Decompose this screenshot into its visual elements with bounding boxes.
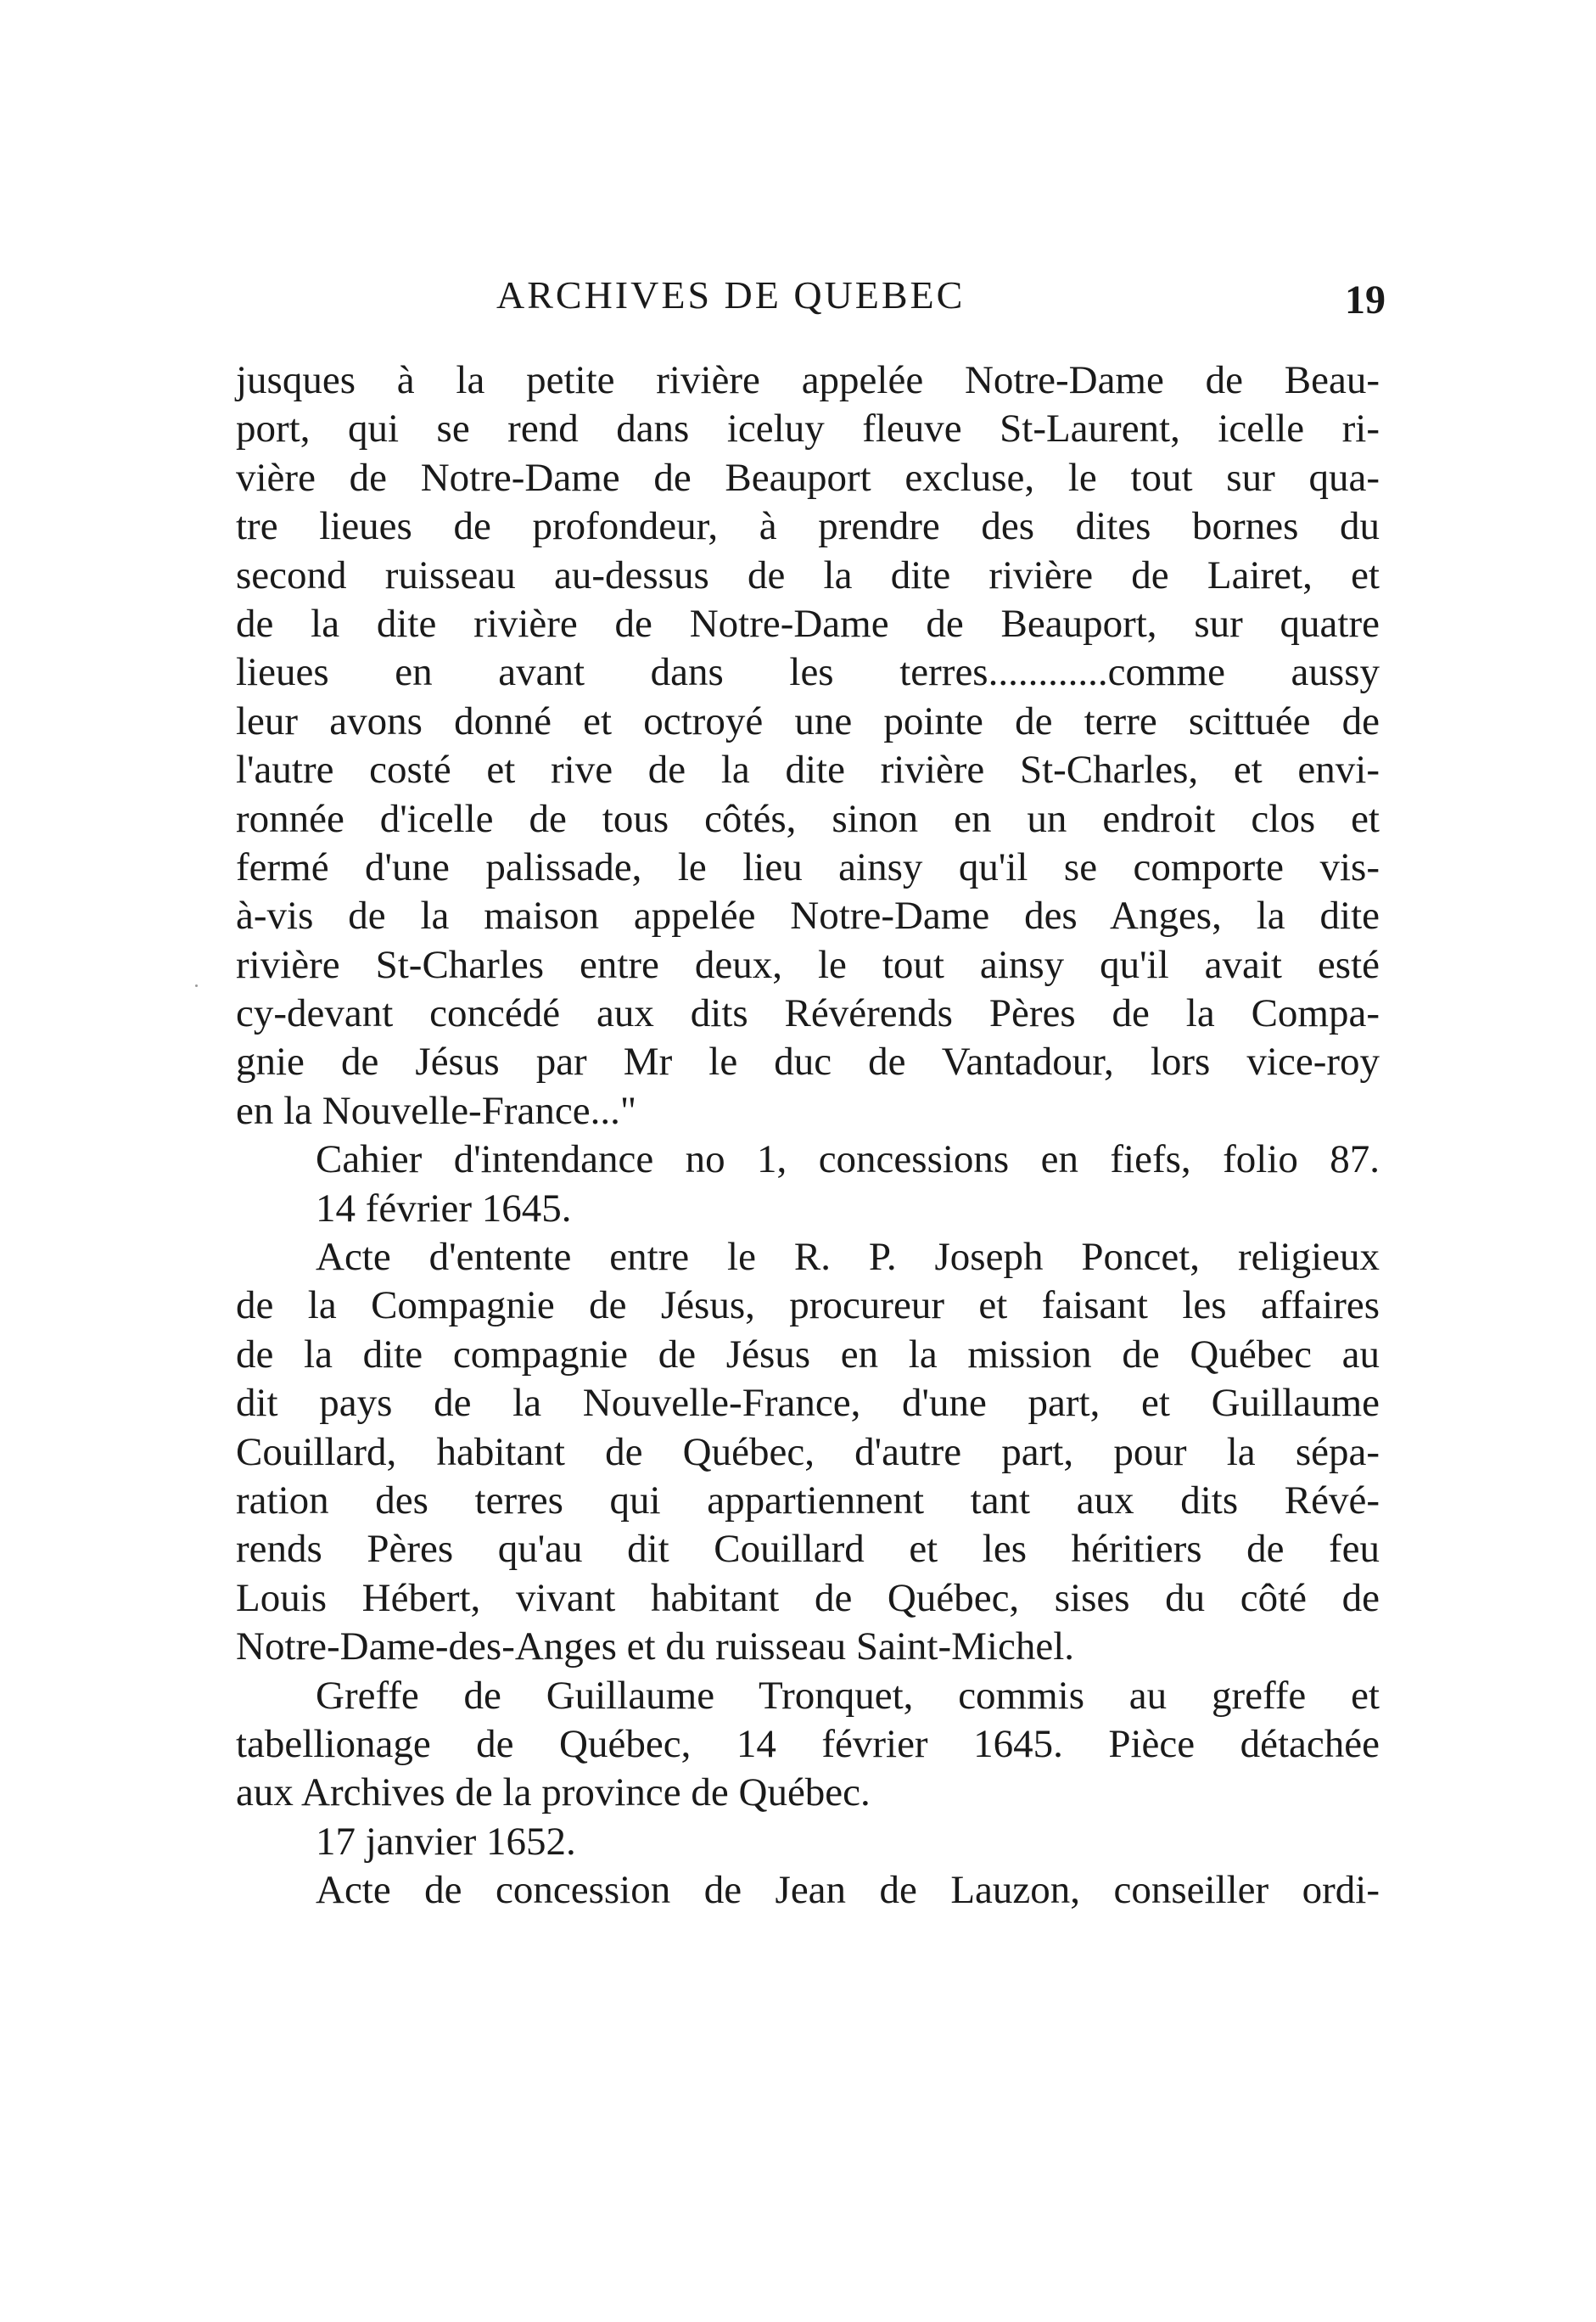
text-line: en la Nouvelle-France..." (236, 1088, 637, 1133)
text-line: port, qui se rend dans iceluy fleuve St-Laurent, icelle ri- (236, 407, 1380, 452)
text-line: ration des terres qui appartiennent tant aux dits Révé- (236, 1478, 1380, 1523)
running-head (0, 270, 1596, 321)
text-line: second ruisseau au-dessus de la dite rivière de Lairet, et (236, 552, 1380, 597)
text-line: de la Compagnie de Jésus, procureur et faisant les affaires (236, 1283, 1380, 1328)
text-line: rends Pères qu'au dit Couillard et les héritiers de feu (236, 1527, 1380, 1572)
citation-line: aux Archives de la province de Québec. (236, 1770, 871, 1815)
page-number: 19 (1345, 278, 1386, 322)
text-line: Acte d'entente entre le R. P. Joseph Poncet, religieux (316, 1235, 1380, 1280)
text-line: de la dite rivière de Notre-Dame de Beauport, sur quatre (236, 601, 1380, 646)
text-line: rivière St-Charles entre deux, le tout ainsy qu'il avait esté (236, 942, 1380, 987)
text-line: l'autre costé et rive de la dite rivière St-Charles, et envi- (236, 748, 1380, 793)
text-line: Acte de concession de Jean de Lauzon, conseiller ordi- (316, 1868, 1380, 1913)
text-line: tre lieues de profondeur, à prendre des dites bornes du (236, 504, 1380, 549)
text-line: leur avons donné et octroyé une pointe de terre scittuée de (236, 698, 1380, 743)
text-line: fermé d'une palissade, le lieu ainsy qu'il se comporte vis- (236, 844, 1380, 889)
citation-line: tabellionage de Québec, 14 février 1645. Pièce détachée (236, 1721, 1380, 1766)
text-line: vière de Notre-Dame de Beauport excluse, le tout sur qua- (236, 455, 1380, 500)
text-line: Notre-Dame-des-Anges et du ruisseau Saint-Michel. (236, 1624, 1075, 1669)
date-line: 17 janvier 1652. (316, 1819, 576, 1864)
text-line: cy-devant concédé aux dits Révérends Pères de la Compa- (236, 991, 1380, 1036)
scan-speck (195, 984, 198, 987)
running-title: ARCHIVES DE QUEBEC (496, 273, 966, 317)
text-line: lieues en avant dans les terres............comme aussy (236, 650, 1380, 695)
text-line: à-vis de la maison appelée Notre-Dame des Anges, la dite (236, 894, 1380, 939)
body-text (236, 356, 1380, 1915)
citation-line: Greffe de Guillaume Tronquet, commis au greffe et (316, 1673, 1380, 1718)
date-line: 14 février 1645. (316, 1186, 572, 1231)
text-line: jusques à la petite rivière appelée Notre-Dame de Beau- (236, 358, 1380, 402)
text-line: gnie de Jésus par Mr le duc de Vantadour, lors vice-roy (236, 1040, 1380, 1085)
text-line: de la dite compagnie de Jésus en la mission de Québec au (236, 1332, 1380, 1377)
text-line: dit pays de la Nouvelle-France, d'une part, et Guillaume (236, 1381, 1380, 1426)
text-line: Louis Hébert, vivant habitant de Québec, sises du côté de (236, 1575, 1380, 1620)
text-line: ronnée d'icelle de tous côtés, sinon en un endroit clos et (236, 796, 1380, 841)
text-line: Couillard, habitant de Québec, d'autre part, pour la sépa- (236, 1429, 1380, 1474)
citation-line: Cahier d'intendance no 1, concessions en fiefs, folio 87. (316, 1137, 1380, 1182)
